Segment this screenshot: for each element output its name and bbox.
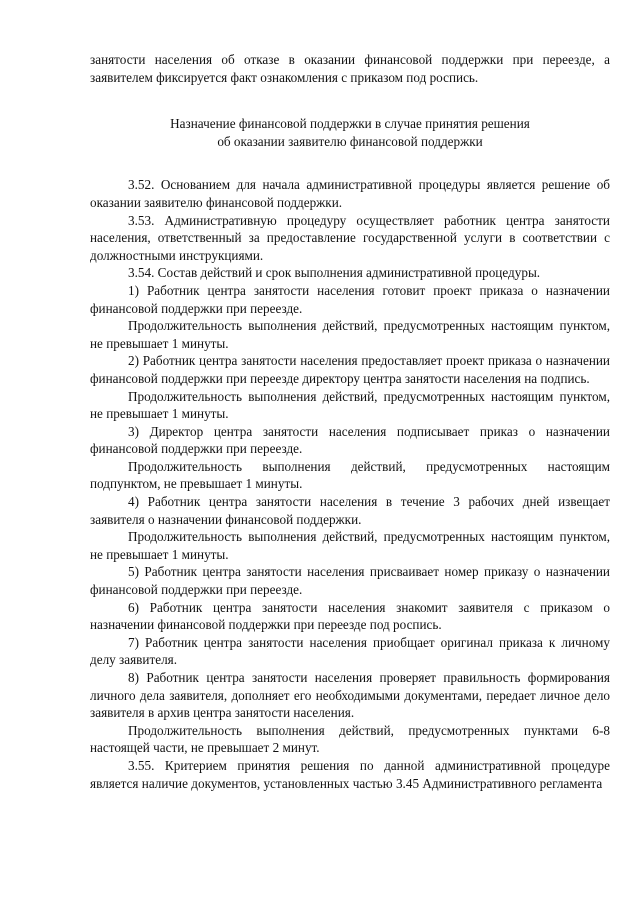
section-heading (90, 115, 610, 150)
duration-note: Продолжительность выполнения действий, предусмотренных настоящим пунктом, не превышает 1 минуты. (90, 318, 610, 351)
paragraph-3-54: 3.54. Состав действий и срок выполнения административной процедуры. (128, 265, 541, 281)
duration-note: Продолжительность выполнения действий, предусмотренных настоящим пунктом, не превышает 1 минуты. (90, 388, 610, 422)
item-4: 4) Работник центра занятости населения в течение 3 рабочих дней извещает заявителя о назначении финансовой поддержки. (90, 494, 610, 527)
duration-note: Продолжительность выполнения действий, предусмотренных настоящим подпунктом, не превышает 1 минуты. (90, 458, 610, 492)
item-2: 2) Работник центра занятости населения предоставляет проект приказа о назначении финансовой поддержки при переезде директору центра занятости населения на подпись. (90, 353, 610, 386)
item-7: 7) Работник центра занятости населения приобщает оригинал приказа к личному делу заявителя. (90, 634, 610, 668)
paragraph-3-55: 3.55. Критерием принятия решения по данной административной процедуре является наличие документов, установленных частью 3.45 Административного регламента (90, 757, 610, 791)
section-heading-line-2: об оказании заявителю финансовой поддержки (217, 133, 483, 149)
item-5: 5) Работник центра занятости населения присваивает номер приказу о назначении финансовой поддержки при переезде. (90, 564, 610, 598)
item-6: 6) Работник центра занятости населения знакомит заявителя с приказом о назначении финансовой поддержки при переезде под роспись. (90, 599, 610, 633)
section-heading-line-1: Назначение финансовой поддержки в случае принятия решения (170, 116, 530, 132)
item-8: 8) Работник центра занятости населения проверяет правильность формирования личного дела заявителя, дополняет его необходимыми документами, передает личное дело заявителя в архив центра занятости населения. (90, 670, 610, 721)
duration-note: Продолжительность выполнения действий, предусмотренных настоящим пунктом, не превышает 1 минуты. (90, 529, 610, 562)
paragraph-3-52: 3.52. Основанием для начала административной процедуры является решение об оказании заявителю финансовой поддержки. (90, 177, 610, 210)
item-3: 3) Директор центра занятости населения подписывает приказ о назначении финансовой поддержки при переезде. (90, 423, 610, 457)
document-page (90, 51, 610, 792)
paragraph-3-53: 3.53. Административную процедуру осуществляет работник центра занятости населения, ответственный за предоставление государственной услуги в соответствии с должностными инструкциями. (90, 212, 610, 263)
item-1: 1) Работник центра занятости населения готовит проект приказа о назначении финансовой поддержки при переезде. (90, 282, 610, 316)
intro-paragraph: занятости населения об отказе в оказании финансовой поддержки при переезде, а заявителем фиксируется факт ознакомления с приказом под роспись. (90, 52, 610, 85)
duration-note: Продолжительность выполнения действий, предусмотренных пунктами 6-8 настоящей части, не превышает 2 минут. (90, 722, 610, 756)
